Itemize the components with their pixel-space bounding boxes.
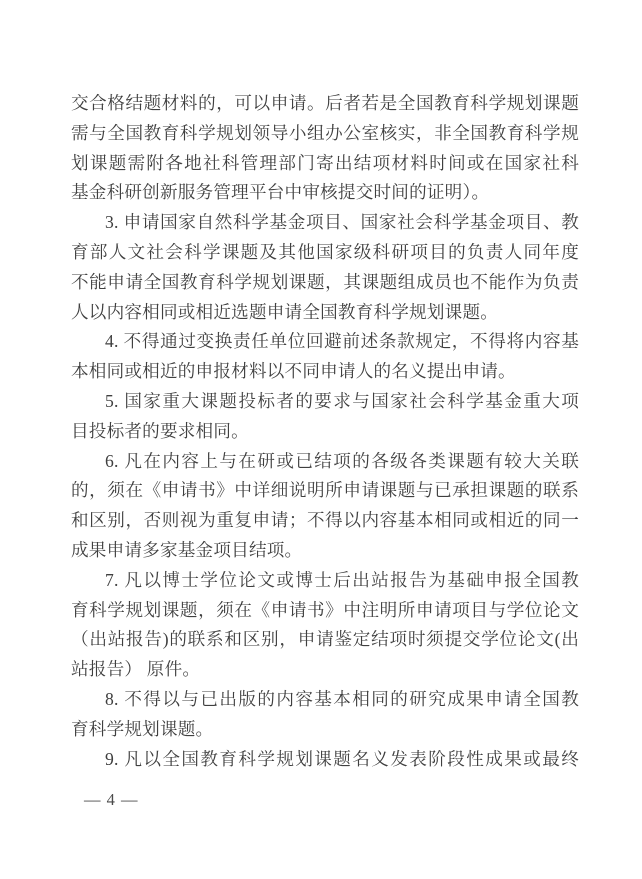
text-line: 目投标者的要求相同。 [71, 420, 249, 441]
text-line: 8. 不得以与已出版的内容基本相同的研究成果申请全国教 [105, 688, 579, 709]
text-line: 4. 不得通过变换责任单位回避前述条款规定，不得将内容基 [105, 331, 579, 352]
text-line: 需与全国教育科学规划领导小组办公室核实，非全国教育科学规 [71, 122, 579, 143]
text-line: 育科学规划课题。 [71, 718, 214, 739]
text-line: 基金科研创新服务管理平台中审核提交时间的证明）。 [71, 182, 490, 203]
text-line: （出站报告)的联系和区别，申请鉴定结项时须提交学位论文(出 [71, 629, 579, 650]
text-line: 和区别，否则视为重复申请；不得以内容基本相同或相近的同一 [71, 510, 579, 531]
text-line: 育部人文社会科学课题及其他国家级科研项目的负责人同年度 [71, 241, 579, 262]
text-line: 9. 凡以全国教育科学规划课题名义发表阶段性成果或最终 [105, 748, 579, 769]
text-line: 育科学规划课题，须在《申请书》中注明所申请项目与学位论文 [71, 599, 579, 620]
text-line: 的，须在《申请书》中详细说明所申请课题与已承担课题的联系 [71, 480, 579, 501]
text-line: 成果申请多家基金项目结项。 [71, 539, 303, 560]
text-line: 人以内容相同或相近选题申请全国教育科学规划课题。 [71, 301, 499, 322]
text-line: 划课题需附各地社科管理部门寄出结项材料时间或在国家社科 [71, 152, 579, 173]
text-body [71, 89, 579, 774]
text-line: 5. 国家重大课题投标者的要求与国家社会科学基金重大项 [105, 390, 579, 411]
text-line: 不能申请全国教育科学规划课题，其课题组成员也不能作为负责 [71, 271, 579, 292]
page-number: — 4 — [84, 790, 139, 809]
text-line: 交合格结题材料的，可以申请。后者若是全国教育科学规划课题 [71, 93, 579, 113]
text-line: 7. 凡以博士学位论文或博士后出站报告为基础申报全国教 [105, 569, 579, 590]
text-line: 3. 申请国家自然科学基金项目、国家社会科学基金项目、教 [105, 212, 579, 233]
text-line: 站报告） 原件。 [71, 659, 201, 680]
text-line: 6. 凡在内容上与在研或已结项的各级各类课题有较大关联 [105, 450, 579, 471]
text-line: 本相同或相近的申报材料以不同申请人的名义提出申请。 [71, 361, 516, 382]
